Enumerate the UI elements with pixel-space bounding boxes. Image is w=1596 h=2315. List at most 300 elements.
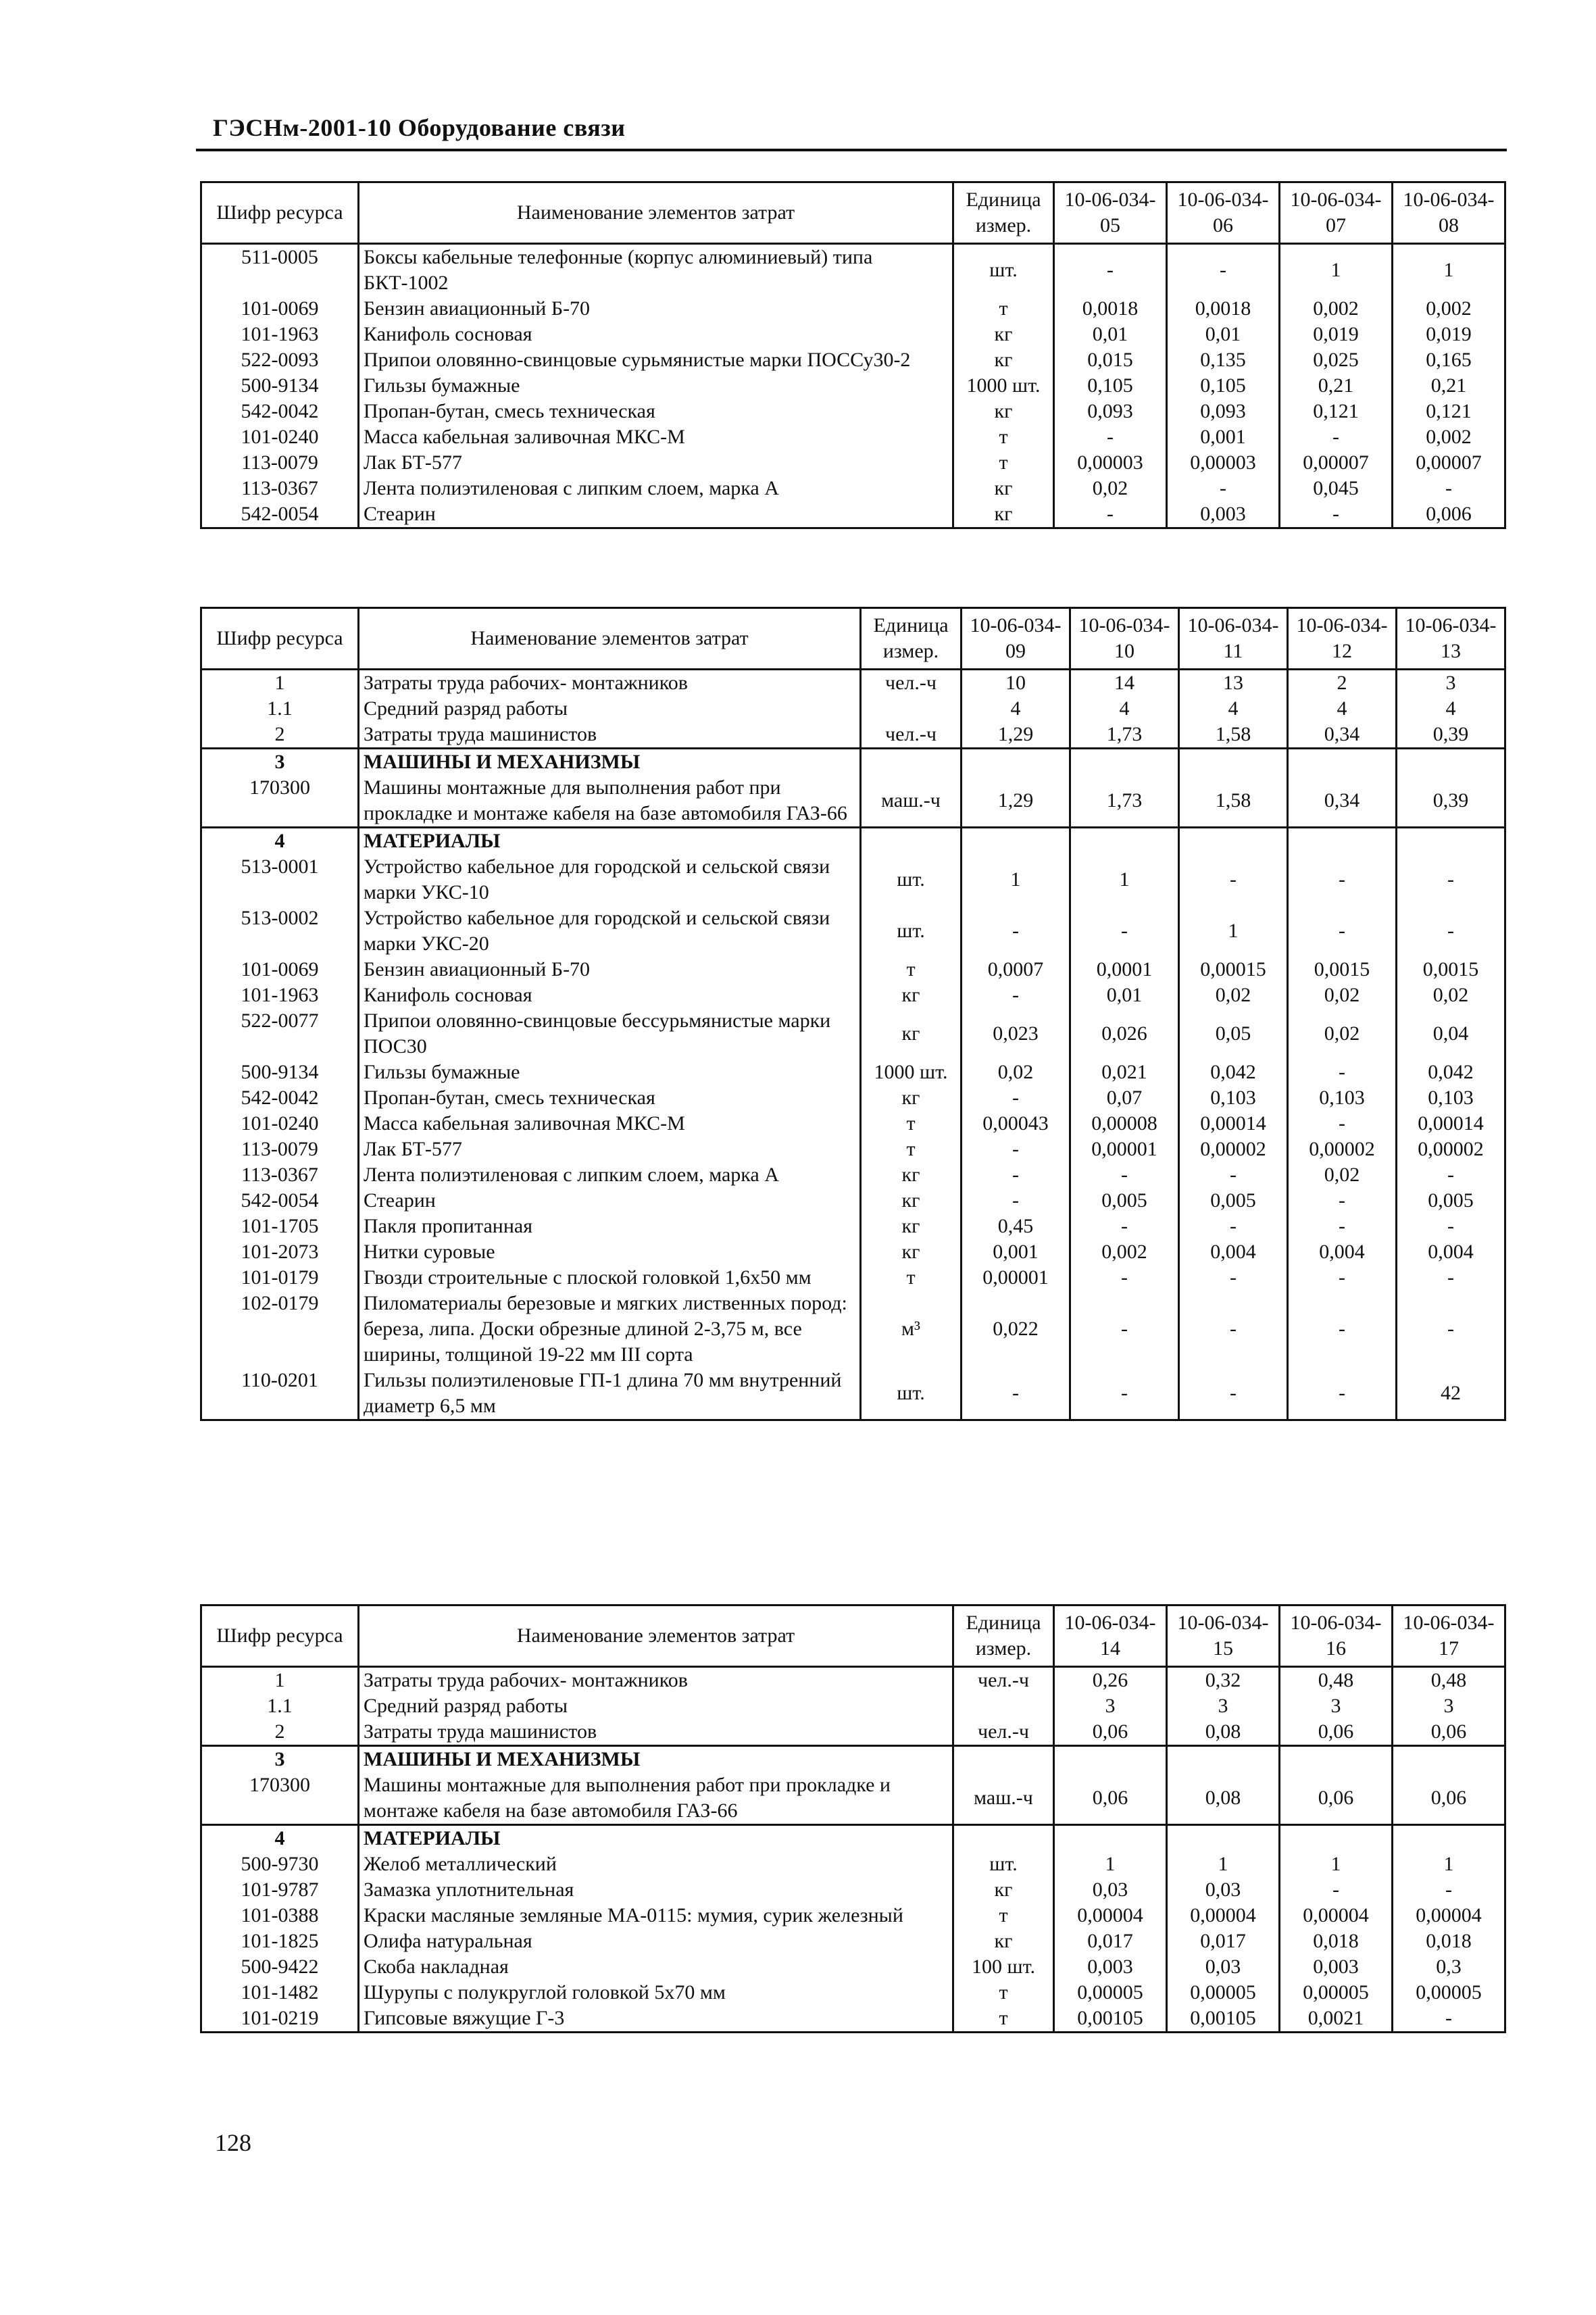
rate-value: 3 <box>1167 1693 1280 1719</box>
resource-code: 101-9787 <box>201 1877 359 1903</box>
unit: чел.-ч <box>861 722 962 749</box>
rate-value: 0,02 <box>1179 982 1288 1008</box>
page-header: ГЭСНм-2001-10 Оборудование связи <box>213 114 626 141</box>
rate-value: - <box>1070 905 1179 957</box>
rate-value: 0,00005 <box>1280 1980 1393 2006</box>
resource-code: 542-0054 <box>201 501 359 528</box>
rate-value <box>1397 828 1505 855</box>
rate-value: - <box>962 982 1070 1008</box>
rate-value: 0,05 <box>1179 1008 1288 1060</box>
rate-value: 0,02 <box>1054 476 1167 501</box>
rate-value: 0,01 <box>1167 322 1280 347</box>
rate-value: 0,21 <box>1280 373 1393 399</box>
rate-value <box>1070 828 1179 855</box>
cost-element-name: Олифа натуральная <box>359 1928 953 1954</box>
table-row <box>201 1060 1505 1085</box>
rate-value: 0,21 <box>1393 373 1505 399</box>
rate-value <box>1393 1825 1505 1852</box>
resource-code: 542-0054 <box>201 1188 359 1214</box>
cost-element-name: Канифоль сосновая <box>359 322 953 347</box>
rate-value: 0,019 <box>1280 322 1393 347</box>
rate-value: - <box>1288 1111 1397 1137</box>
unit: кг <box>861 1162 962 1188</box>
rate-value: - <box>962 1188 1070 1214</box>
rate-value: 0,0015 <box>1288 957 1397 982</box>
rate-value: 0,3 <box>1393 1954 1505 1980</box>
rate-value: 0,018 <box>1393 1928 1505 1954</box>
section-row <box>201 749 1505 776</box>
rate-value: 0,00005 <box>1054 1980 1167 2006</box>
cost-element-name: Пропан-бутан, смесь техническая <box>359 1085 861 1111</box>
rate-value: 0,042 <box>1179 1060 1288 1085</box>
rate-value: 0,005 <box>1179 1188 1288 1214</box>
table-row <box>201 957 1505 982</box>
header-rate-code: 10-06-034-13 <box>1397 608 1505 670</box>
rate-value: 0,06 <box>1393 1772 1505 1825</box>
header-name: Наименование элементов затрат <box>359 608 861 670</box>
table-row <box>201 1265 1505 1291</box>
table-row <box>201 696 1505 722</box>
resource-code: 113-0367 <box>201 1162 359 1188</box>
rate-value: - <box>962 1085 1070 1111</box>
rate-value: 0,002 <box>1280 296 1393 322</box>
rate-value: 4 <box>1179 696 1288 722</box>
resource-code: 1.1 <box>201 1693 359 1719</box>
rate-value: 1 <box>1393 244 1505 297</box>
section-row <box>201 1825 1505 1852</box>
unit: кг <box>861 1214 962 1239</box>
resource-code: 101-1705 <box>201 1214 359 1239</box>
rate-value: - <box>1179 854 1288 905</box>
unit: 100 шт. <box>953 1954 1054 1980</box>
resource-code: 3 <box>201 749 359 776</box>
rate-value: 0,00007 <box>1280 450 1393 476</box>
unit: кг <box>953 399 1054 424</box>
rate-value: 0,03 <box>1167 1954 1280 1980</box>
resource-code: 101-1963 <box>201 322 359 347</box>
header-rate-code: 10-06-034-17 <box>1393 1605 1505 1667</box>
rate-value: 0,002 <box>1393 296 1505 322</box>
rate-value: 0,39 <box>1397 775 1505 828</box>
rate-value: 0,005 <box>1070 1188 1179 1214</box>
header-rate-code: 10-06-034-14 <box>1054 1605 1167 1667</box>
rate-value: 0,02 <box>962 1060 1070 1085</box>
rate-value: 0,093 <box>1167 399 1280 424</box>
resource-code: 542-0042 <box>201 399 359 424</box>
rate-value: 0,00005 <box>1167 1980 1280 2006</box>
rate-value: - <box>1393 476 1505 501</box>
table-row <box>201 296 1505 322</box>
rate-value <box>1288 749 1397 776</box>
resource-code: 500-9134 <box>201 1060 359 1085</box>
rate-value: - <box>1179 1162 1288 1188</box>
cost-element-name: Гильзы бумажные <box>359 1060 861 1085</box>
rate-value: 0,00005 <box>1393 1980 1505 2006</box>
table-row <box>201 1162 1505 1188</box>
rate-value: 4 <box>1070 696 1179 722</box>
rate-value: 0,48 <box>1280 1667 1393 1694</box>
rate-value: 0,00004 <box>1167 1903 1280 1928</box>
resource-code: 113-0367 <box>201 476 359 501</box>
rate-value: 0,03 <box>1167 1877 1280 1903</box>
rate-value: 0,02 <box>1288 982 1397 1008</box>
rate-value: - <box>1288 1291 1397 1368</box>
rate-value: 0,07 <box>1070 1085 1179 1111</box>
rate-value: 0,00004 <box>1393 1903 1505 1928</box>
cost-table-1 <box>200 181 1506 529</box>
header-rate-code: 10-06-034-16 <box>1280 1605 1393 1667</box>
cost-element-name: Боксы кабельные телефонные (корпус алюминиевый) типа БКТ-1002 <box>359 244 953 297</box>
cost-element-name: Припои оловянно-свинцовые сурьмянистые марки ПОССу30-2 <box>359 347 953 373</box>
cost-table-2 <box>200 607 1506 1421</box>
cost-element-name: Канифоль сосновая <box>359 982 861 1008</box>
cost-element-name: Гильзы полиэтиленовые ГП-1 длина 70 мм внутренний диаметр 6,5 мм <box>359 1368 861 1420</box>
unit <box>953 1825 1054 1852</box>
cost-element-name: Бензин авиационный Б-70 <box>359 296 953 322</box>
table-row <box>201 424 1505 450</box>
rate-value <box>1179 828 1288 855</box>
header-rate-code: 10-06-034-08 <box>1393 182 1505 244</box>
rate-value: - <box>1393 2006 1505 2033</box>
rate-value: 0,0018 <box>1167 296 1280 322</box>
rate-value: 0,025 <box>1280 347 1393 373</box>
unit: шт. <box>953 1851 1054 1877</box>
rate-value <box>1054 1746 1167 1773</box>
rate-value: 0,006 <box>1393 501 1505 528</box>
table-row <box>201 2006 1505 2033</box>
header-rate-code: 10-06-034-11 <box>1179 608 1288 670</box>
table-row <box>201 373 1505 399</box>
cost-element-name: Гильзы бумажные <box>359 373 953 399</box>
cost-element-name: МАТЕРИАЛЫ <box>359 1825 953 1852</box>
table-row <box>201 399 1505 424</box>
cost-element-name: Пакля пропитанная <box>359 1214 861 1239</box>
unit: кг <box>953 501 1054 528</box>
rate-value: 0,003 <box>1167 501 1280 528</box>
rate-value: - <box>1397 905 1505 957</box>
unit: шт. <box>861 854 962 905</box>
header-rate-code: 10-06-034-10 <box>1070 608 1179 670</box>
table-row <box>201 476 1505 501</box>
rate-value: 10 <box>962 670 1070 697</box>
rate-value: 1,29 <box>962 775 1070 828</box>
table-row <box>201 322 1505 347</box>
rate-value: 0,00105 <box>1167 2006 1280 2033</box>
rate-value <box>1280 1825 1393 1852</box>
rate-value: 4 <box>1397 696 1505 722</box>
rate-value: 0,08 <box>1167 1719 1280 1746</box>
rate-value: 0,019 <box>1393 322 1505 347</box>
table-row <box>201 244 1505 297</box>
rate-value: 0,017 <box>1167 1928 1280 1954</box>
rate-value: 0,00002 <box>1288 1137 1397 1162</box>
rate-value: 0,001 <box>1167 424 1280 450</box>
rate-value: 0,003 <box>1280 1954 1393 1980</box>
unit: кг <box>861 1239 962 1265</box>
rate-value: 0,00001 <box>962 1265 1070 1291</box>
unit <box>953 1746 1054 1773</box>
cost-table-3 <box>200 1604 1506 2033</box>
rate-value <box>1167 1825 1280 1852</box>
rate-value <box>1167 1746 1280 1773</box>
rate-value: 3 <box>1054 1693 1167 1719</box>
cost-element-name: МАТЕРИАЛЫ <box>359 828 861 855</box>
rate-value <box>1280 1746 1393 1773</box>
header-rate-code: 10-06-034-15 <box>1167 1605 1280 1667</box>
rate-value: 0,004 <box>1288 1239 1397 1265</box>
rate-value: 0,06 <box>1280 1772 1393 1825</box>
header-name: Наименование элементов затрат <box>359 182 953 244</box>
cost-element-name: Скоба накладная <box>359 1954 953 1980</box>
rate-value: 0,01 <box>1054 322 1167 347</box>
rate-value <box>1288 828 1397 855</box>
cost-element-name: Затраты труда машинистов <box>359 1719 953 1746</box>
header-code: Шифр ресурса <box>201 182 359 244</box>
rate-value: - <box>1288 1188 1397 1214</box>
rate-value: 0,26 <box>1054 1667 1167 1694</box>
cost-element-name: Нитки суровые <box>359 1239 861 1265</box>
resource-code: 101-0240 <box>201 1111 359 1137</box>
resource-code: 101-0069 <box>201 296 359 322</box>
rate-value: 13 <box>1179 670 1288 697</box>
unit: т <box>861 1111 962 1137</box>
cost-element-name: Лента полиэтиленовая с липким слоем, марка А <box>359 476 953 501</box>
header-name: Наименование элементов затрат <box>359 1605 953 1667</box>
rate-value: 0,002 <box>1070 1239 1179 1265</box>
cost-element-name: Припои оловянно-свинцовые бессурьмянистые марки ПОС30 <box>359 1008 861 1060</box>
table-row <box>201 905 1505 957</box>
resource-code: 511-0005 <box>201 244 359 297</box>
rate-value: 4 <box>962 696 1070 722</box>
resource-code: 1 <box>201 670 359 697</box>
resource-code: 101-1963 <box>201 982 359 1008</box>
rate-value: 0,02 <box>1288 1008 1397 1060</box>
rate-value: 0,39 <box>1397 722 1505 749</box>
rate-value <box>1393 1746 1505 1773</box>
unit: шт. <box>861 905 962 957</box>
table-row <box>201 1772 1505 1825</box>
cost-element-name: Краски масляные земляные МА-0115: мумия, сурик железный <box>359 1903 953 1928</box>
unit: т <box>953 424 1054 450</box>
cost-element-name: Пиломатериалы березовые и мягких лиственных пород: береза, липа. Доски обрезные длиной 2-3,75 м, все ширины, толщиной 19-22 мм III сорта <box>359 1291 861 1368</box>
rate-value: - <box>962 1162 1070 1188</box>
rate-value: 0,02 <box>1288 1162 1397 1188</box>
table-row <box>201 1188 1505 1214</box>
rate-value: - <box>1054 424 1167 450</box>
cost-element-name: МАШИНЫ И МЕХАНИЗМЫ <box>359 1746 953 1773</box>
rate-value: - <box>1397 854 1505 905</box>
rate-value: - <box>1397 1291 1505 1368</box>
unit: кг <box>953 476 1054 501</box>
unit: кг <box>953 1928 1054 1954</box>
table-row <box>201 1954 1505 1980</box>
rate-value: 0,00015 <box>1179 957 1288 982</box>
header-unit: Единица измер. <box>953 182 1054 244</box>
unit: т <box>861 1265 962 1291</box>
rate-value: - <box>1397 1162 1505 1188</box>
rate-value: 0,03 <box>1054 1877 1167 1903</box>
rate-value: 3 <box>1397 670 1505 697</box>
resource-code: 101-2073 <box>201 1239 359 1265</box>
rate-value: 2 <box>1288 670 1397 697</box>
rate-value: 1 <box>962 854 1070 905</box>
resource-code: 2 <box>201 1719 359 1746</box>
unit <box>861 696 962 722</box>
rate-value: 0,005 <box>1397 1188 1505 1214</box>
unit: 1000 шт. <box>861 1060 962 1085</box>
rate-value: - <box>1179 1214 1288 1239</box>
unit: т <box>861 1137 962 1162</box>
table-row <box>201 1928 1505 1954</box>
rate-value: 0,00014 <box>1179 1111 1288 1137</box>
unit <box>953 1693 1054 1719</box>
table-row <box>201 722 1505 749</box>
cost-element-name: МАШИНЫ И МЕХАНИЗМЫ <box>359 749 861 776</box>
header-rate-code: 10-06-034-12 <box>1288 608 1397 670</box>
rate-value: 0,0018 <box>1054 296 1167 322</box>
header-code: Шифр ресурса <box>201 608 359 670</box>
rate-value <box>1397 749 1505 776</box>
rate-value: - <box>1179 1265 1288 1291</box>
rate-value: - <box>962 1368 1070 1420</box>
cost-element-name: Средний разряд работы <box>359 696 861 722</box>
rate-value: - <box>1280 501 1393 528</box>
unit: т <box>861 957 962 982</box>
rate-value: 1,73 <box>1070 722 1179 749</box>
unit <box>861 828 962 855</box>
cost-element-name: Лента полиэтиленовая с липким слоем, марка А <box>359 1162 861 1188</box>
resource-code: 500-9422 <box>201 1954 359 1980</box>
rate-value: 1 <box>1280 1851 1393 1877</box>
cost-element-name: Устройство кабельное для городской и сельской связи марки УКС-20 <box>359 905 861 957</box>
rate-value: 3 <box>1393 1693 1505 1719</box>
table-row <box>201 1008 1505 1060</box>
resource-code: 170300 <box>201 1772 359 1825</box>
rate-value: 0,093 <box>1054 399 1167 424</box>
rate-value: - <box>1070 1291 1179 1368</box>
unit: кг <box>861 1085 962 1111</box>
rate-value: 0,00008 <box>1070 1111 1179 1137</box>
rate-value: 0,0015 <box>1397 957 1505 982</box>
rate-value: 0,021 <box>1070 1060 1179 1085</box>
table-row <box>201 670 1505 697</box>
unit: кг <box>953 347 1054 373</box>
rate-value: - <box>1397 1265 1505 1291</box>
unit: шт. <box>953 244 1054 297</box>
table-row <box>201 1214 1505 1239</box>
rate-value: 0,00002 <box>1179 1137 1288 1162</box>
resource-code: 101-1482 <box>201 1980 359 2006</box>
resource-code: 170300 <box>201 775 359 828</box>
cost-element-name: Машины монтажные для выполнения работ при прокладке и монтаже кабеля на базе автомобиля ГАЗ-66 <box>359 1772 953 1825</box>
resource-code: 101-1825 <box>201 1928 359 1954</box>
rate-value: - <box>1167 244 1280 297</box>
unit: т <box>953 2006 1054 2033</box>
rate-value: 0,023 <box>962 1008 1070 1060</box>
resource-code: 513-0002 <box>201 905 359 957</box>
rate-value: 0,00105 <box>1054 2006 1167 2033</box>
rate-value: 0,48 <box>1393 1667 1505 1694</box>
rate-value: 0,004 <box>1397 1239 1505 1265</box>
unit <box>861 749 962 776</box>
unit: чел.-ч <box>953 1667 1054 1694</box>
rate-value: 0,00003 <box>1054 450 1167 476</box>
rate-value: - <box>1288 1265 1397 1291</box>
resource-code: 1 <box>201 1667 359 1694</box>
resource-code: 3 <box>201 1746 359 1773</box>
cost-element-name: Гипсовые вяжущие Г-3 <box>359 2006 953 2033</box>
rate-value: - <box>1179 1368 1288 1420</box>
resource-code: 4 <box>201 828 359 855</box>
rate-value: - <box>1288 1060 1397 1085</box>
cost-element-name: Бензин авиационный Б-70 <box>359 957 861 982</box>
rate-value: - <box>1288 1214 1397 1239</box>
unit: кг <box>861 982 962 1008</box>
cost-element-name: Устройство кабельное для городской и сельской связи марки УКС-10 <box>359 854 861 905</box>
rate-value: 0,00014 <box>1397 1111 1505 1137</box>
table-row <box>201 1111 1505 1137</box>
cost-element-name: Затраты труда рабочих- монтажников <box>359 1667 953 1694</box>
header-unit: Единица измер. <box>861 608 962 670</box>
header-unit: Единица измер. <box>953 1605 1054 1667</box>
cost-element-name: Пропан-бутан, смесь техническая <box>359 399 953 424</box>
rate-value: 0,004 <box>1179 1239 1288 1265</box>
header-rate-code: 10-06-034-06 <box>1167 182 1280 244</box>
rate-value: 0,103 <box>1179 1085 1288 1111</box>
resource-code: 513-0001 <box>201 854 359 905</box>
resource-code: 113-0079 <box>201 450 359 476</box>
rate-value: 0,06 <box>1054 1719 1167 1746</box>
cost-element-name: Лак БТ-577 <box>359 1137 861 1162</box>
rate-value: 0,017 <box>1054 1928 1167 1954</box>
rate-value: 0,045 <box>1280 476 1393 501</box>
unit: кг <box>953 322 1054 347</box>
resource-code: 2 <box>201 722 359 749</box>
rate-value <box>962 828 1070 855</box>
table-row <box>201 1291 1505 1368</box>
rate-value: - <box>1280 1877 1393 1903</box>
table-row <box>201 854 1505 905</box>
table-row <box>201 1903 1505 1928</box>
resource-code: 101-0219 <box>201 2006 359 2033</box>
table-row <box>201 1239 1505 1265</box>
table-row <box>201 775 1505 828</box>
unit: т <box>953 296 1054 322</box>
cost-element-name: Машины монтажные для выполнения работ при прокладке и монтаже кабеля на базе автомобиля ГАЗ-66 <box>359 775 861 828</box>
rate-value: - <box>1054 501 1167 528</box>
rate-value: 0,001 <box>962 1239 1070 1265</box>
rate-value: 0,00004 <box>1054 1903 1167 1928</box>
rate-value: 0,022 <box>962 1291 1070 1368</box>
rate-value: 0,002 <box>1393 424 1505 450</box>
header-divider <box>196 149 1507 151</box>
rate-value: 14 <box>1070 670 1179 697</box>
unit: кг <box>861 1188 962 1214</box>
rate-value: - <box>1288 1368 1397 1420</box>
table-row <box>201 1980 1505 2006</box>
table-row <box>201 1137 1505 1162</box>
rate-value: 0,08 <box>1167 1772 1280 1825</box>
rate-value: 0,121 <box>1280 399 1393 424</box>
rate-value: 4 <box>1288 696 1397 722</box>
rate-value: 0,02 <box>1397 982 1505 1008</box>
rate-value: 0,00001 <box>1070 1137 1179 1162</box>
rate-value <box>1054 1825 1167 1852</box>
unit: чел.-ч <box>861 670 962 697</box>
rate-value: 0,00003 <box>1167 450 1280 476</box>
header-rate-code: 10-06-034-09 <box>962 608 1070 670</box>
resource-code: 1.1 <box>201 696 359 722</box>
